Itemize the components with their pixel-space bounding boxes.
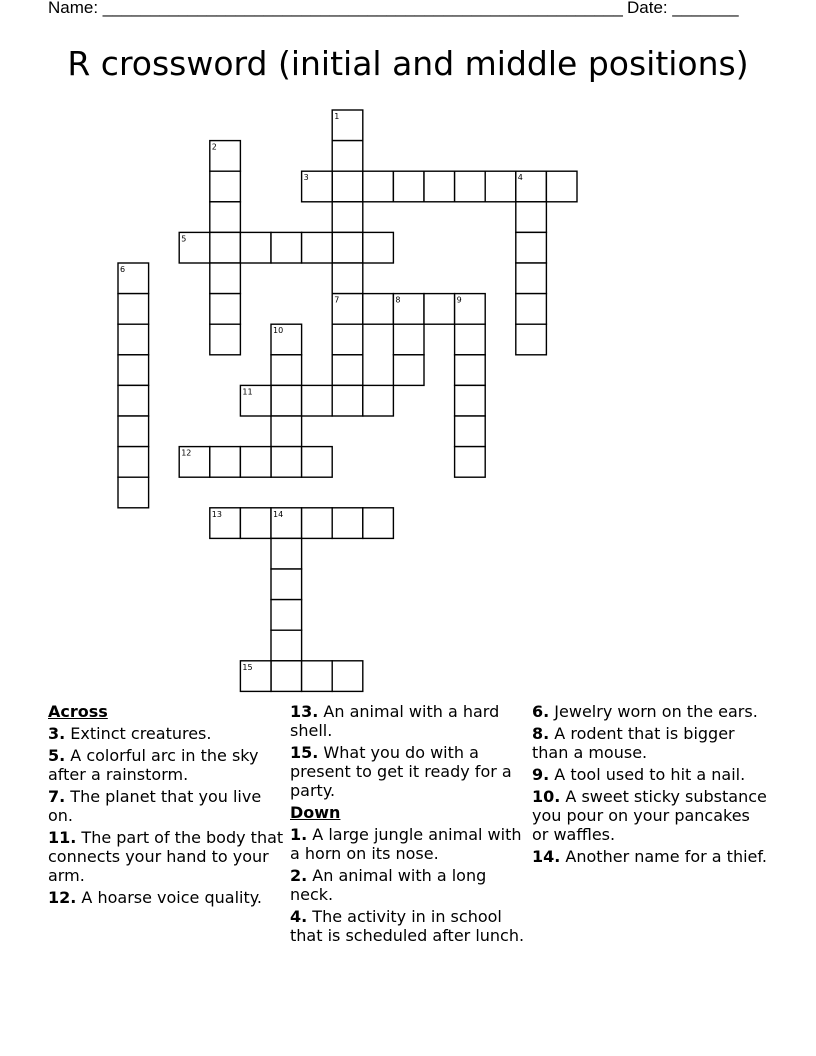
grid-cell[interactable] (516, 232, 547, 263)
grid-cell[interactable] (455, 171, 486, 202)
cell-number: 1 (334, 112, 340, 121)
grid-cell[interactable] (210, 294, 241, 325)
cell-number: 13 (211, 509, 222, 519)
clue-down-10: 10. A sweet sticky substance you pour on your pancakes or waffles. (532, 787, 767, 844)
clues-column-1 (48, 702, 284, 910)
grid-cell[interactable] (485, 171, 516, 202)
grid-cell[interactable] (271, 600, 302, 631)
date-field[interactable]: Date: _______ (627, 0, 739, 17)
grid-cell[interactable] (455, 447, 486, 478)
grid-cell[interactable] (271, 416, 302, 447)
clue-down-9: 9. A tool used to hit a nail. (532, 765, 746, 784)
cell-number: 12 (181, 448, 192, 458)
grid-cell[interactable] (118, 447, 149, 478)
grid-cell[interactable] (240, 232, 271, 263)
cell-number: 6 (120, 265, 126, 274)
grid-cell[interactable] (332, 263, 363, 294)
clue-across-7: 7. The planet that you live on. (48, 787, 262, 825)
grid-cell[interactable] (363, 232, 394, 263)
grid-cell[interactable] (210, 324, 241, 355)
clue-down-2: 2. An animal with a long neck. (290, 866, 487, 904)
cell-number: 5 (181, 234, 187, 244)
grid-cell[interactable] (210, 263, 241, 294)
cell-number: 8 (395, 295, 401, 305)
clue-down-8: 8. A rodent that is bigger than a mouse. (532, 724, 735, 762)
grid-cell[interactable] (516, 324, 547, 355)
grid-cell[interactable] (302, 661, 333, 692)
grid-cell[interactable] (302, 385, 333, 416)
grid-cell[interactable] (546, 171, 577, 202)
clue-across-5: 5. A colorful arc in the sky after a rainstorm. (48, 746, 259, 784)
grid-cell[interactable] (393, 171, 424, 202)
grid-cell[interactable] (393, 324, 424, 355)
clue-across-13: 13. An animal with a hard shell. (290, 702, 500, 740)
cell-number: 9 (456, 295, 462, 305)
grid-cell[interactable] (118, 477, 149, 508)
grid-cell[interactable] (363, 385, 394, 416)
grid-cell[interactable] (332, 171, 363, 202)
grid-cell[interactable] (302, 508, 333, 539)
grid-cell[interactable] (210, 171, 241, 202)
grid-cell[interactable] (118, 294, 149, 325)
clue-down-6: 6. Jewelry worn on the ears. (532, 702, 758, 721)
grid-cell[interactable] (118, 355, 149, 386)
grid-cell[interactable] (332, 202, 363, 233)
clue-down-4: 4. The activity in in school that is scheduled after lunch. (290, 907, 525, 945)
grid-cell[interactable] (424, 294, 455, 325)
clue-down-14: 14. Another name for a thief. (532, 847, 767, 866)
clue-across-3: 3. Extinct creatures. (48, 724, 212, 743)
grid-cell[interactable] (363, 171, 394, 202)
cell-number: 10 (273, 326, 284, 336)
grid-cell[interactable] (332, 232, 363, 263)
grid-cell[interactable] (363, 508, 394, 539)
grid-cell[interactable] (516, 294, 547, 325)
grid-cell[interactable] (271, 355, 302, 386)
grid-cell[interactable] (271, 569, 302, 600)
down-heading: Down (290, 803, 341, 822)
across-heading: Across (48, 702, 108, 721)
grid-cell[interactable] (271, 630, 302, 661)
grid-cell[interactable] (516, 263, 547, 294)
grid-cell[interactable] (118, 324, 149, 355)
grid-cell[interactable] (455, 416, 486, 447)
grid-cell[interactable] (210, 447, 241, 478)
grid-cell[interactable] (455, 324, 486, 355)
grid-cell[interactable] (332, 661, 363, 692)
grid-cell[interactable] (455, 355, 486, 386)
cell-number: 14 (273, 509, 284, 519)
grid-cell[interactable] (210, 202, 241, 233)
grid-cell[interactable] (271, 538, 302, 569)
grid-cell[interactable] (455, 385, 486, 416)
grid-cell[interactable] (332, 355, 363, 386)
grid-cell[interactable] (271, 232, 302, 263)
cell-number: 2 (211, 142, 217, 152)
grid-cell[interactable] (271, 661, 302, 692)
grid-cell[interactable] (424, 171, 455, 202)
grid-cell[interactable] (271, 385, 302, 416)
clues-column-2 (290, 702, 526, 948)
grid-cell[interactable] (393, 355, 424, 386)
grid-cell[interactable] (302, 447, 333, 478)
page-title: R crossword (initial and middle positions) (67, 44, 749, 83)
grid-cell[interactable] (240, 508, 271, 539)
clue-across-11: 11. The part of the body that connects your hand to your arm. (48, 828, 284, 885)
grid-cell[interactable] (332, 141, 363, 172)
grid-cell[interactable] (332, 508, 363, 539)
grid-cell[interactable] (332, 385, 363, 416)
grid-cell[interactable] (363, 294, 394, 325)
clue-down-1: 1. A large jungle animal with a horn on its nose. (290, 825, 522, 863)
grid-cell[interactable] (332, 324, 363, 355)
cell-number: 7 (334, 295, 340, 305)
grid-cell[interactable] (271, 447, 302, 478)
grid-cell[interactable] (516, 202, 547, 233)
grid-cell[interactable] (118, 416, 149, 447)
clues-column-3 (532, 702, 768, 869)
grid-cell[interactable] (210, 232, 241, 263)
grid-cell[interactable] (302, 232, 333, 263)
name-field[interactable]: Name: _______________________________________________________ (48, 0, 623, 17)
cell-number: 3 (303, 173, 309, 183)
cell-number: 15 (242, 662, 253, 672)
clue-across-15: 15. What you do with a present to get it ready for a party. (290, 743, 512, 800)
cell-number: 4 (517, 173, 523, 183)
grid-cell[interactable] (240, 447, 271, 478)
clue-across-12: 12. A hoarse voice quality. (48, 888, 263, 907)
cell-number: 11 (242, 387, 253, 397)
grid-cell[interactable] (118, 385, 149, 416)
